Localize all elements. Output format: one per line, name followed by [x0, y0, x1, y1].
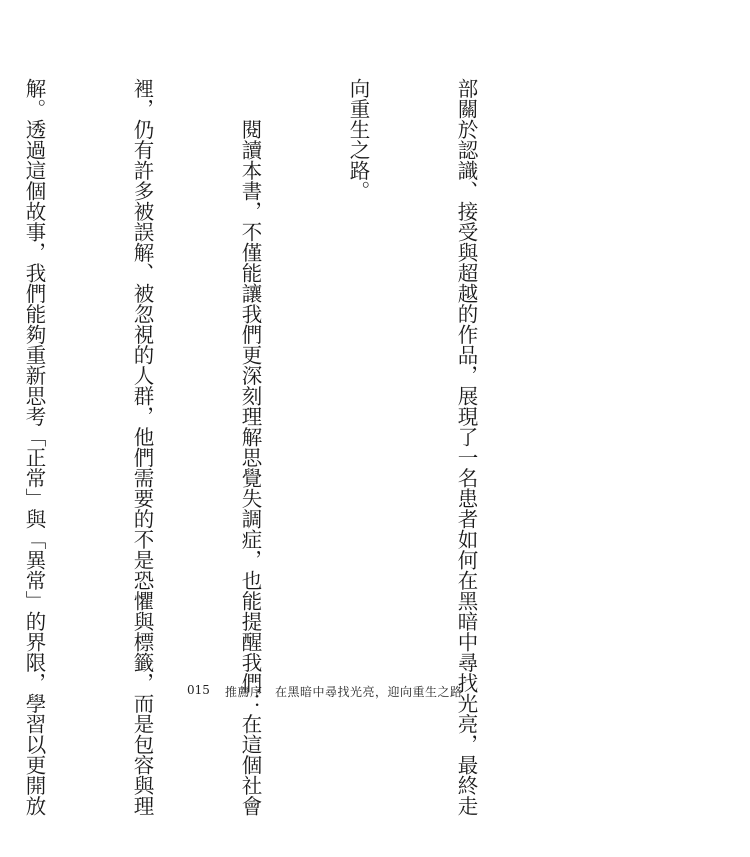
text-column: 向重生之路。	[346, 78, 370, 201]
text-column: 裡，仍有許多被誤解、被忽視的人群，他們需要的不是恐懼與標籤，而是包容與理	[130, 78, 154, 816]
running-header: 推薦序 在黑暗中尋找光亮，迎向重生之路	[225, 685, 463, 699]
text-column: 閱讀本書，不僅能讓我們更深刻理解思覺失調症，也能提醒我們：在這個社會	[238, 119, 262, 816]
page-number: 015	[187, 683, 210, 697]
page-footer	[0, 683, 750, 703]
text-column: 解。透過這個故事，我們能夠重新思考「正常」與「異常」的界限，學習以更開放	[22, 78, 46, 816]
text-column: 部關於認識、接受與超越的作品，展現了一名患者如何在黑暗中尋找光亮，最終走	[454, 78, 478, 816]
